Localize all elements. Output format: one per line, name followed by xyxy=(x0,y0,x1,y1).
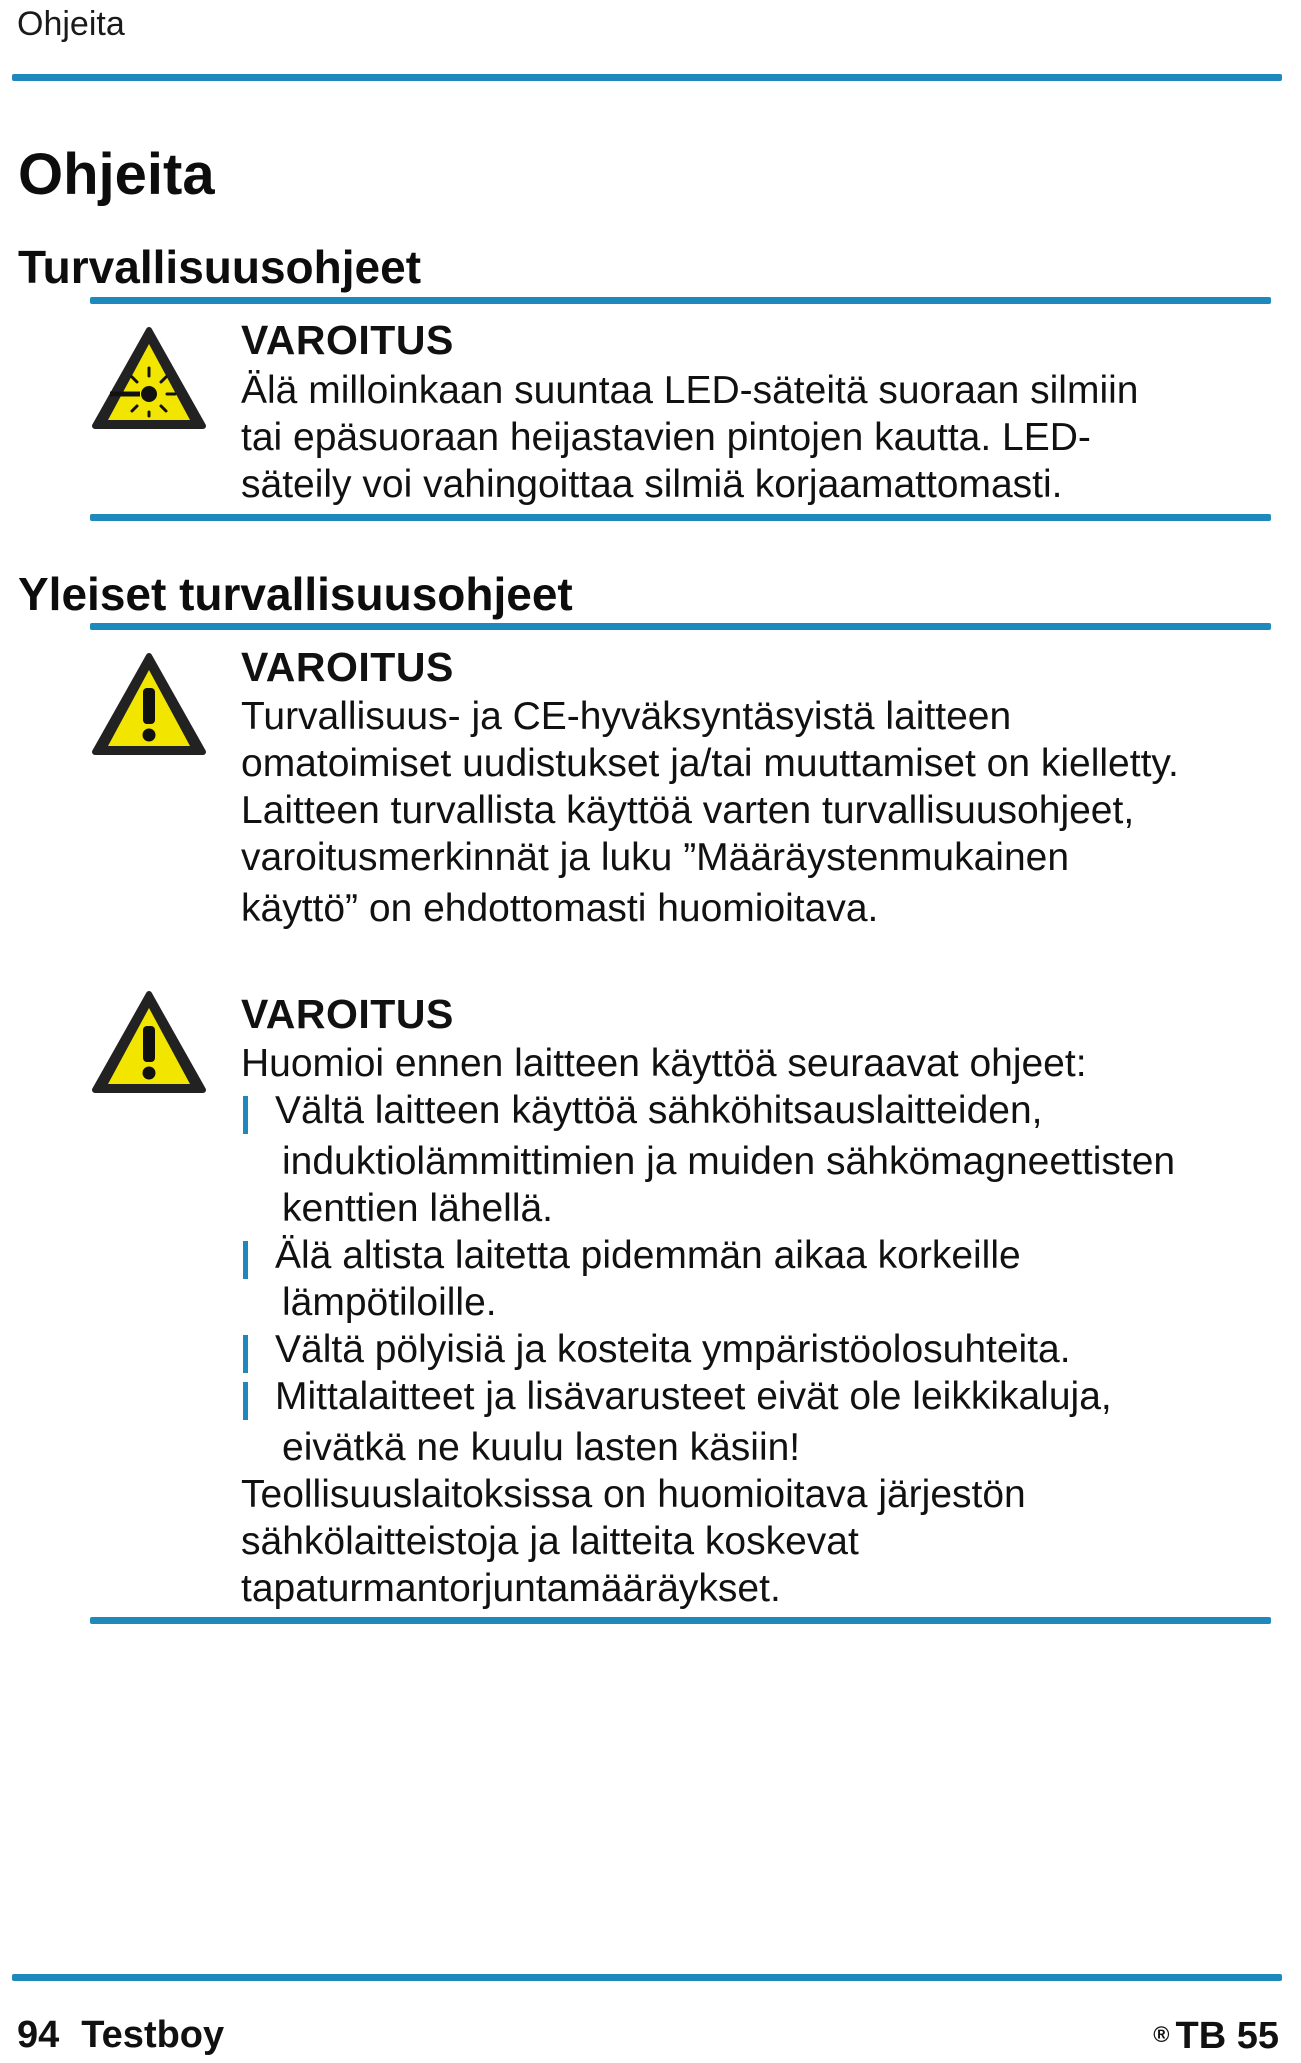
footer-left xyxy=(17,2012,224,2058)
bullet-text-continued: lämpötiloille. xyxy=(282,1281,497,1324)
bullet-text: Vältä pölyisiä ja kosteita ympäristöolosuhteita. xyxy=(275,1328,1071,1371)
warning-text-line: Älä milloinkaan suuntaa LED-säteitä suoraan silmiin xyxy=(241,369,1139,412)
model-name: TB 55 xyxy=(1175,2015,1279,2057)
section-rule-safety-top xyxy=(90,297,1271,304)
bullet-text-continued: kenttien lähellä. xyxy=(282,1187,554,1230)
warning-title: VAROITUS xyxy=(241,991,454,1037)
warning-intro: Huomioi ennen laitteen käyttöä seuraavat ohjeet: xyxy=(241,1042,1087,1085)
header-rule xyxy=(12,74,1282,81)
warning-text-line: varoitusmerkinnät ja luku ”Määräystenmukainen xyxy=(241,836,1070,879)
laser-warning-icon xyxy=(90,326,208,434)
warning-closing-line: Teollisuuslaitoksissa on huomioitava järjestön xyxy=(241,1473,1026,1516)
page-title: Ohjeita xyxy=(18,142,215,207)
registered-mark: ® xyxy=(1153,2022,1170,2047)
running-header: Ohjeita xyxy=(17,5,125,43)
bullet-text-continued: induktiolämmittimien ja muiden sähkömagneettisten xyxy=(282,1140,1176,1183)
warning-text-line: omatoimiset uudistukset ja/tai muuttamiset on kielletty. xyxy=(241,742,1179,785)
brand-name: Testboy xyxy=(81,2014,225,2056)
section-rule-safety-bottom xyxy=(90,514,1271,521)
warning-title: VAROITUS xyxy=(241,317,454,363)
bullet-bar xyxy=(243,1241,248,1279)
page-number: 94 xyxy=(17,2014,60,2056)
footer-rule xyxy=(12,1974,1282,1981)
footer-right xyxy=(1153,2012,1279,2059)
warning-text-line: käyttö” on ehdottomasti huomioitava. xyxy=(241,887,879,930)
warning-text-line: Laitteen turvallista käyttöä varten turvallisuusohjeet, xyxy=(241,789,1135,832)
section-rule-general-top xyxy=(90,623,1271,630)
warning-text-line: säteily voi vahingoittaa silmiä korjaamattomasti. xyxy=(241,463,1063,506)
bullet-bar xyxy=(243,1096,248,1134)
section-rule-general-bottom xyxy=(90,1617,1271,1624)
bullet-text: Mittalaitteet ja lisävarusteet eivät ole leikkikaluja, xyxy=(275,1375,1112,1418)
warning-text-line: Turvallisuus- ja CE-hyväksyntäsyistä laitteen xyxy=(241,695,1012,738)
warning-closing-line: tapaturmantorjuntamääräykset. xyxy=(241,1567,781,1610)
bullet-bar xyxy=(243,1382,248,1420)
section-heading-safety: Turvallisuusohjeet xyxy=(18,241,422,293)
warning-title: VAROITUS xyxy=(241,644,454,690)
warning-closing-line: sähkölaitteistoja ja laitteita koskevat xyxy=(241,1520,859,1563)
bullet-bar xyxy=(243,1335,248,1373)
general-warning-icon xyxy=(90,990,208,1098)
bullet-text: Älä altista laitetta pidemmän aikaa korkeille xyxy=(275,1234,1021,1277)
bullet-text-continued: eivätkä ne kuulu lasten käsiin! xyxy=(282,1426,801,1469)
warning-text-line: tai epäsuoraan heijastavien pintojen kautta. LED- xyxy=(241,416,1091,459)
section-heading-general-safety: Yleiset turvallisuusohjeet xyxy=(18,568,573,620)
bullet-text: Vältä laitteen käyttöä sähköhitsauslaitteiden, xyxy=(275,1089,1043,1132)
general-warning-icon xyxy=(90,652,208,760)
